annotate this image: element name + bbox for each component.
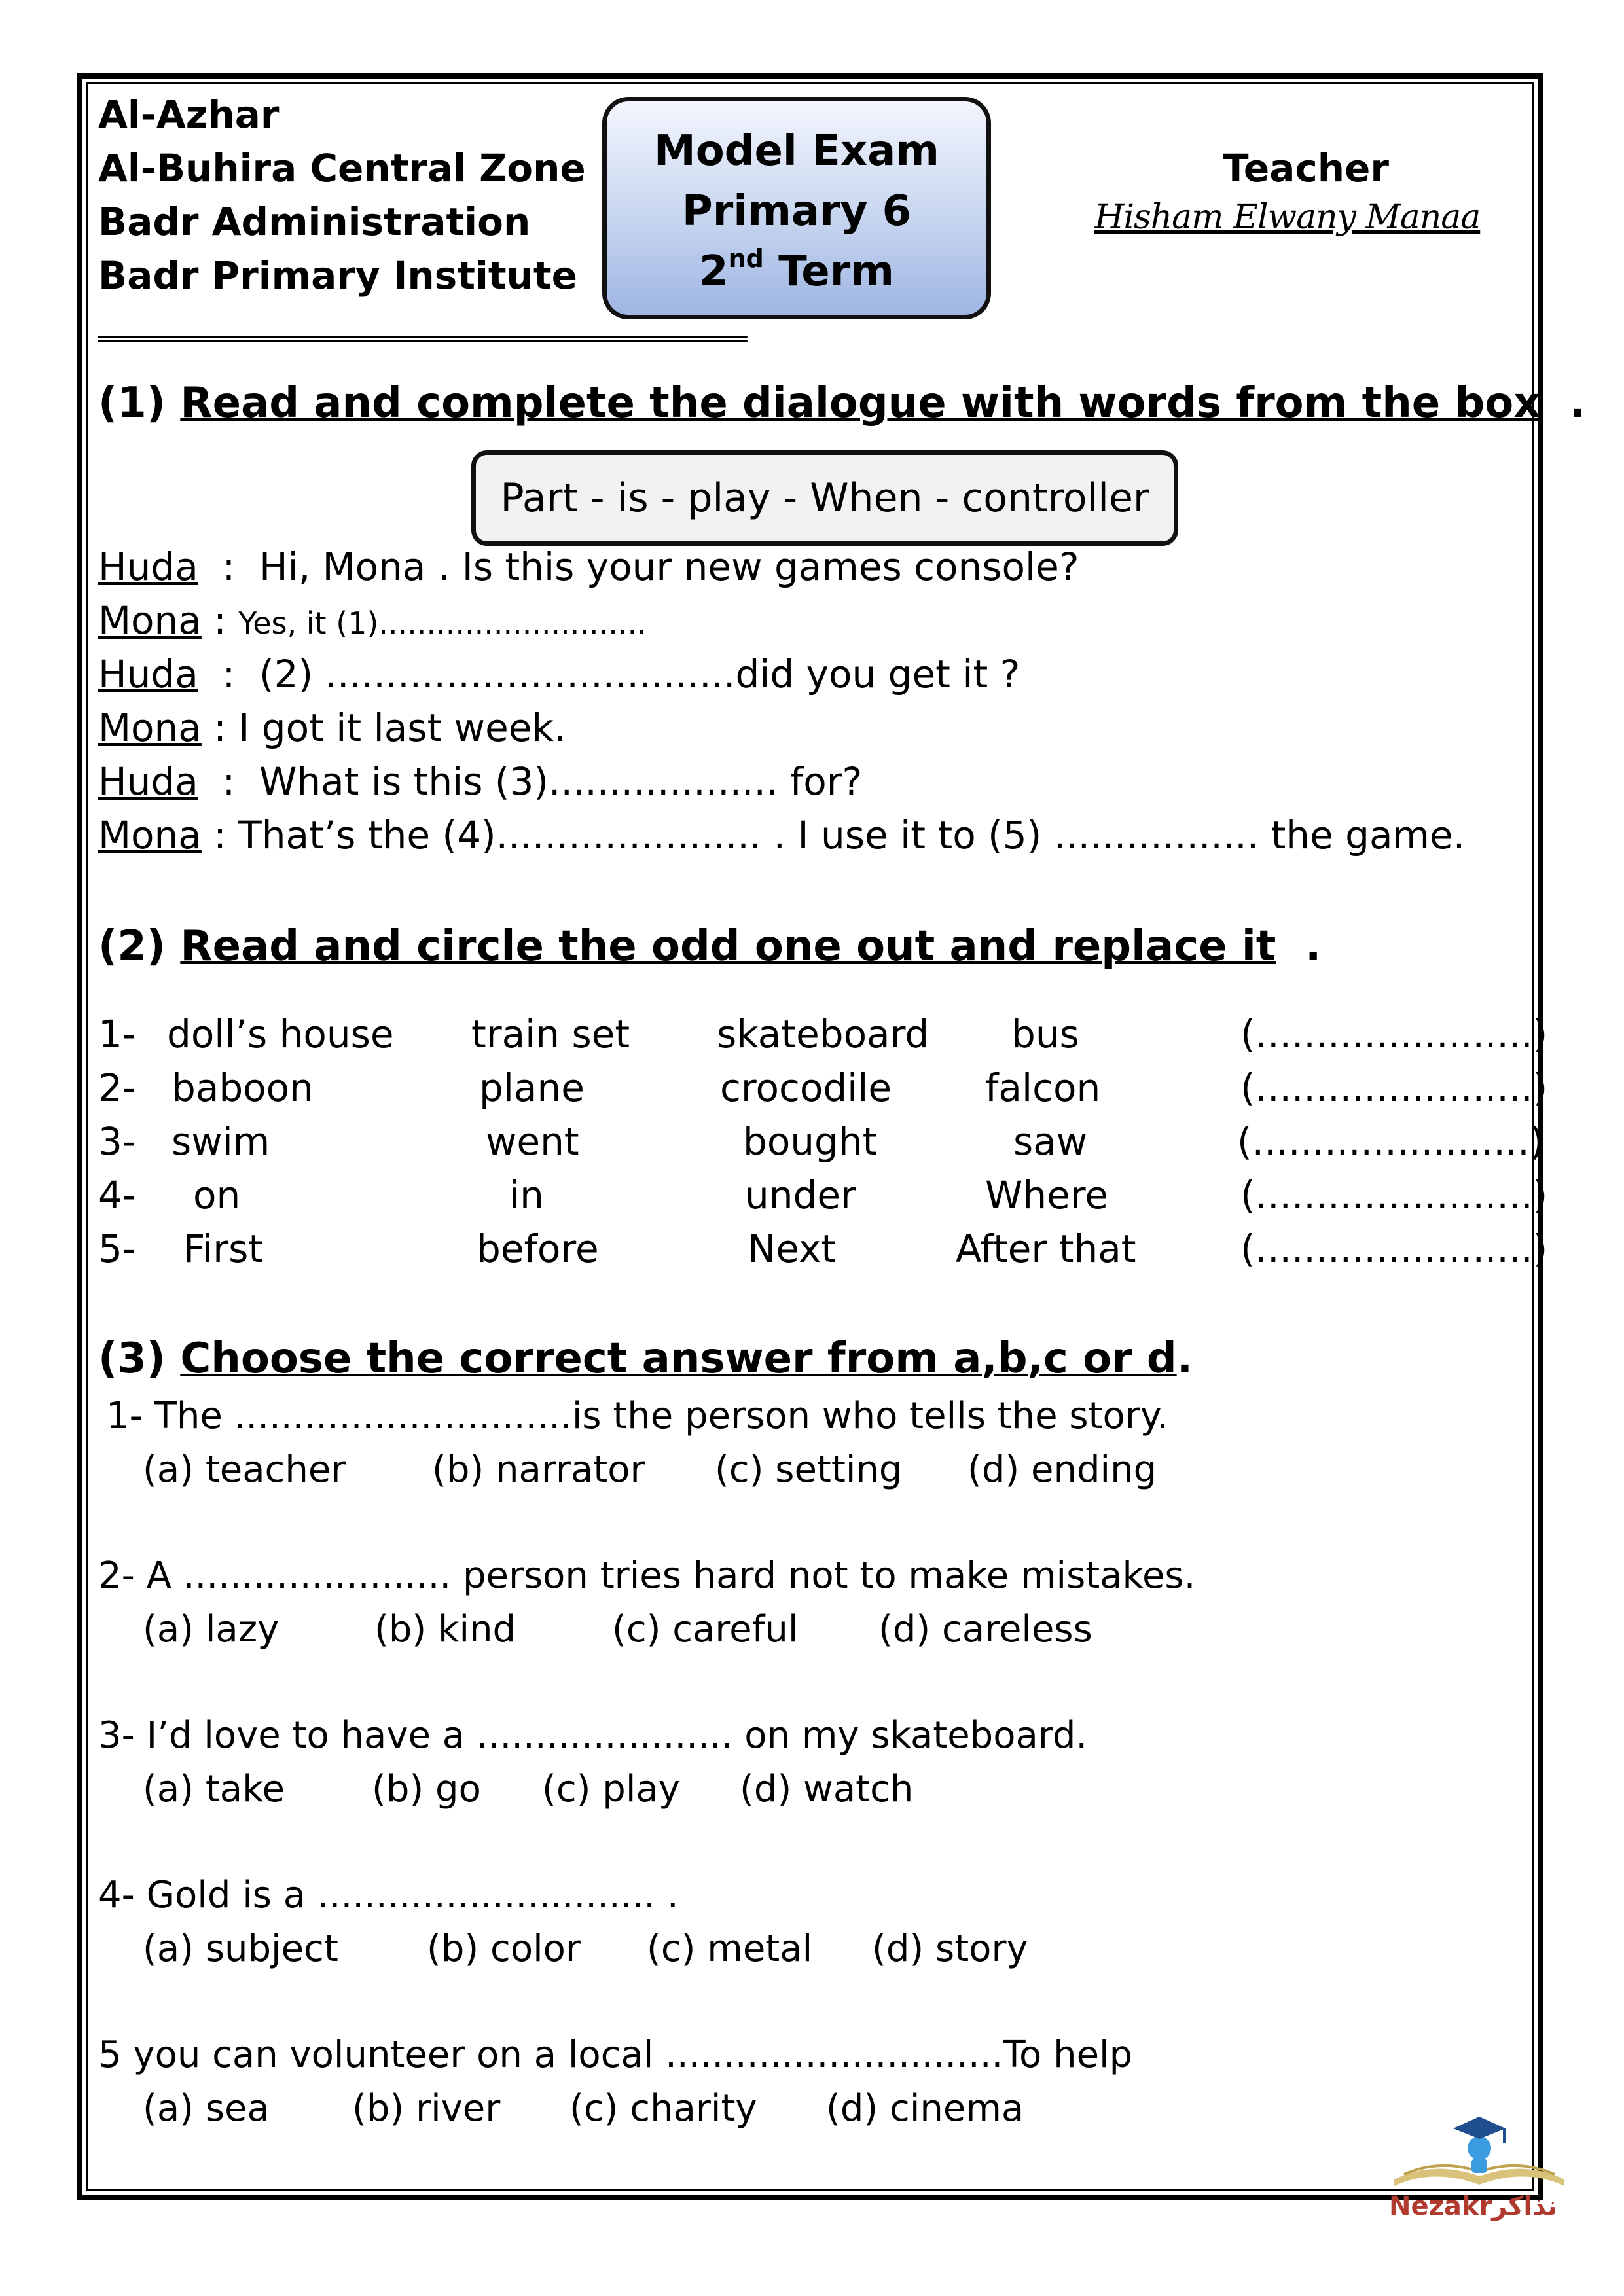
teacher-name: Hisham Elwany Manaa: [1094, 198, 1481, 237]
row-number: 3-: [98, 1119, 136, 1164]
question-stem: 1- The .............................is the person who tells the story.: [106, 1395, 1168, 1437]
question-stem: 4- Gold is a ............................. .: [98, 1874, 679, 1916]
word-option: bought: [743, 1119, 878, 1164]
word-option: crocodile: [720, 1066, 892, 1110]
word-option: After that: [956, 1227, 1136, 1271]
option-c: (c) setting: [715, 1448, 903, 1491]
option-b: (b) kind: [374, 1608, 516, 1651]
question-stem: 5 you can volunteer on a local .............................To help: [98, 2034, 1133, 2076]
option-b: (b) go: [372, 1768, 481, 1810]
option-c: (c) play: [542, 1768, 680, 1810]
word-option: saw: [1013, 1119, 1088, 1164]
dialogue-line: Mona : That’s the (4)...................... . I use it to (5) ................. the game.: [98, 813, 1466, 857]
school-line-3: Badr Administration: [98, 200, 531, 244]
teacher-label: Teacher: [1223, 146, 1389, 190]
word-option: under: [745, 1173, 856, 1217]
word-option: train set: [471, 1012, 630, 1056]
word-option: falcon: [985, 1066, 1101, 1110]
row-number: 2-: [98, 1066, 136, 1110]
exam-title: Model Exam: [654, 127, 939, 175]
option-a: (a) lazy: [143, 1608, 280, 1651]
word-option: went: [486, 1119, 579, 1164]
graduation-book-icon: [1381, 2108, 1578, 2193]
q2-heading: (2) Read and circle the odd one out and replace it .: [98, 922, 1322, 971]
option-d: (d) ending: [967, 1448, 1157, 1491]
word-option: in: [509, 1173, 544, 1217]
row-number: 1-: [98, 1012, 136, 1056]
option-d: (d) story: [872, 1928, 1028, 1970]
answer-blank: (.......................): [1237, 1119, 1545, 1164]
option-b: (b) narrator: [432, 1448, 645, 1491]
word-box: Part - is - play - When - controller: [471, 450, 1178, 546]
word-option: before: [477, 1227, 599, 1271]
answer-blank: (.......................): [1240, 1227, 1548, 1271]
word-option: doll’s house: [167, 1012, 394, 1056]
word-option: bus: [1011, 1012, 1079, 1056]
dialogue-line: Huda : What is this (3)................... for?: [98, 759, 863, 804]
option-c: (c) careful: [612, 1608, 799, 1651]
school-line-4: Badr Primary Institute: [98, 253, 577, 298]
word-option: on: [193, 1173, 241, 1217]
question-stem: 3- I’d love to have a ...................... on my skateboard.: [98, 1714, 1088, 1757]
row-number: 5-: [98, 1227, 136, 1271]
word-option: Where: [985, 1173, 1109, 1217]
option-a: (a) subject: [143, 1928, 338, 1970]
option-c: (c) metal: [647, 1928, 813, 1970]
dialogue-line: Huda : (2) ..................................did you get it ?: [98, 652, 1020, 696]
option-a: (a) sea: [143, 2087, 270, 2130]
option-a: (a) teacher: [143, 1448, 346, 1491]
answer-blank: (.......................): [1240, 1012, 1548, 1056]
question-stem: 2- A ....................... person tries hard not to make mistakes.: [98, 1554, 1196, 1597]
option-c: (c) charity: [569, 2087, 757, 2130]
option-d: (d) careless: [878, 1608, 1092, 1651]
q3-heading: (3) Choose the correct answer from a,b,c or d.: [98, 1335, 1193, 1383]
nezakr-logo: [1381, 2108, 1578, 2225]
word-option: swim: [171, 1119, 270, 1164]
word-option: First: [183, 1227, 264, 1271]
option-a: (a) take: [143, 1768, 285, 1810]
answer-blank: (.......................): [1240, 1173, 1548, 1217]
q1-heading: (1) Read and complete the dialogue with words from the box .: [98, 379, 1586, 427]
school-line-1: Al-Azhar: [98, 92, 280, 137]
word-option: skateboard: [717, 1012, 929, 1056]
word-option: plane: [479, 1066, 585, 1110]
option-d: (d) cinema: [826, 2087, 1024, 2130]
header-divider: ==================================================================================: [97, 329, 745, 349]
school-line-2: Al-Buhira Central Zone: [98, 146, 586, 190]
dialogue-line: Mona : Yes, it (1)............................: [98, 598, 647, 643]
logo-text: Nezakrنذاكر: [1389, 2191, 1558, 2221]
dialogue-line: Huda : Hi, Mona . Is this your new games console?: [98, 545, 1079, 589]
dialogue-line: Mona : I got it last week.: [98, 706, 566, 750]
exam-grade: Primary 6: [681, 187, 912, 236]
option-b: (b) river: [352, 2087, 501, 2130]
row-number: 4-: [98, 1173, 136, 1217]
option-b: (b) color: [427, 1928, 581, 1970]
option-d: (d) watch: [740, 1768, 914, 1810]
word-option: baboon: [171, 1066, 314, 1110]
exam-term: 2nd Term: [699, 244, 894, 296]
word-option: Next: [748, 1227, 837, 1271]
answer-blank: (.......................): [1240, 1066, 1548, 1110]
exam-title-box: [602, 97, 991, 319]
